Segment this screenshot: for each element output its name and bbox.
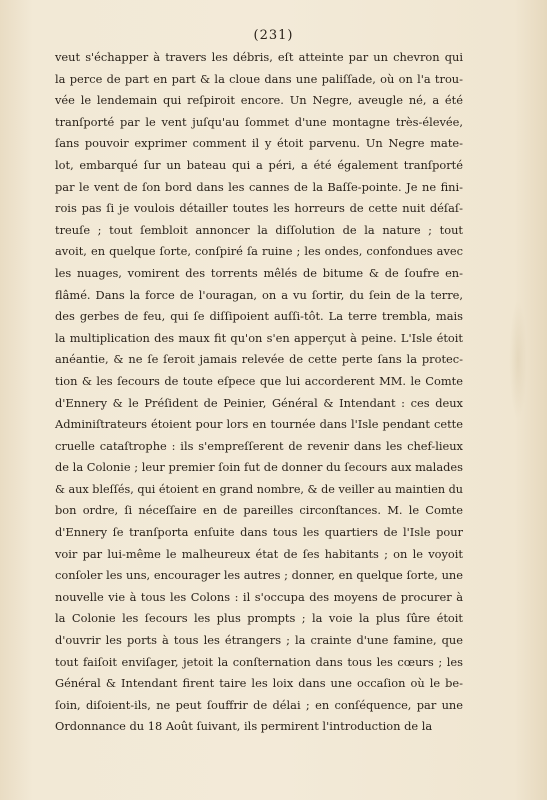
text-line: la multiplication des maux fit qu'on s'en apperçut à peine. L'Isle étoit — [55, 330, 463, 345]
text-line: la perce de part en part & la cloue dans une paliſſade, où on l'a trou- — [55, 71, 463, 86]
text-line: cruelle cataſtrophe : ils s'empreſſerent de revenir dans les chef-lieux — [55, 438, 463, 453]
body-text — [55, 47, 463, 738]
text-line: vée le lendemain qui reſpiroit encore. Un Negre, aveugle né, a été — [55, 93, 463, 108]
text-line: la Colonie les ſecours les plus prompts ; la voie la plus ſûre étoit — [55, 611, 463, 626]
text-line: par le vent de ſon bord dans les cannes de la Baſſe-pointe. Je ne fini- — [55, 179, 463, 194]
text-line: d'Ennery & le Préſident de Peinier, Général & Intendant : ces deux — [55, 395, 463, 410]
text-line: treuſe ; tout ſembloit annoncer la diſſolution de la nature ; tout — [55, 222, 463, 237]
text-line: veut s'échapper à travers les débris, eſt atteinte par un chevron qui — [55, 50, 463, 64]
text-line: tout faiſoit enviſager, jetoit la conſternation dans tous les cœurs ; les — [55, 654, 463, 669]
page-number: (231) — [253, 28, 294, 43]
text-line: tranſporté par le vent juſqu'au ſommet d'une montagne très-élevée, — [55, 114, 463, 129]
text-line: les nuages, vomirent des torrents mêlés de bitume & de ſoufre en- — [55, 265, 463, 280]
text-line: nouvelle vie à tous les Colons : il s'occupa des moyens de procurer à — [55, 589, 463, 604]
text-line: flâmé. Dans la force de l'ouragan, on a vu ſortir, du ſein de la terre, — [55, 287, 463, 302]
text-line: de la Colonie ; leur premier ſoin fut de donner du ſecours aux malades — [55, 460, 463, 475]
text-line: Ordonnance du 18 Août ſuivant, ils permirent l'introduction de la — [55, 719, 433, 734]
text-line: rois pas ſi je voulois détailler toutes les horreurs de cette nuit déſaſ- — [55, 201, 463, 216]
text-line: ſoin, diſoient-ils, ne peut ſouffrir de délai ; en conſéquence, par une — [55, 697, 463, 712]
text-line: voir par lui-même le malheureux état de ſes habitants ; on le voyoit — [55, 546, 463, 561]
text-line: d'ouvrir les ports à tous les étrangers ; la crainte d'une famine, que — [55, 633, 463, 648]
text-line: bon ordre, ſi néceſſaire en de pareilles circonſtances. M. le Comte — [55, 503, 463, 518]
text-line: ſans pouvoir exprimer comment il y étoit parvenu. Un Negre mate- — [55, 136, 463, 151]
text-line: avoit, en quelque ſorte, conſpiré ſa ruine ; les ondes, confondues avec — [55, 244, 463, 259]
text-line: & aux bleſſés, qui étoient en grand nombre, & de veiller au maintien du — [55, 482, 463, 496]
text-line: anéantie, & ne ſe ſeroit jamais relevée de cette perte ſans la protec- — [55, 352, 463, 367]
text-line: d'Ennery ſe tranſporta enſuite dans tous les quartiers de l'Isle pour — [55, 525, 463, 540]
text-line: tion & les ſecours de toute eſpece que lui accorderent MM. le Comte — [55, 373, 463, 388]
text-line: Adminiſtrateurs étoient pour lors en tournée dans l'Isle pendant cette — [55, 417, 463, 432]
text-line: conſoler les uns, encourager les autres ; donner, en quelque ſorte, une — [55, 568, 463, 583]
paper-stain — [509, 300, 527, 420]
text-line: des gerbes de feu, qui ſe diſſipoient auſſi-tôt. La terre trembla, mais — [55, 309, 463, 324]
text-line: lot, embarqué ſur un bateau qui a péri, a été également tranſporté — [55, 157, 463, 172]
text-line: Général & Intendant firent taire les loix dans une occaſion où le be- — [55, 676, 463, 691]
